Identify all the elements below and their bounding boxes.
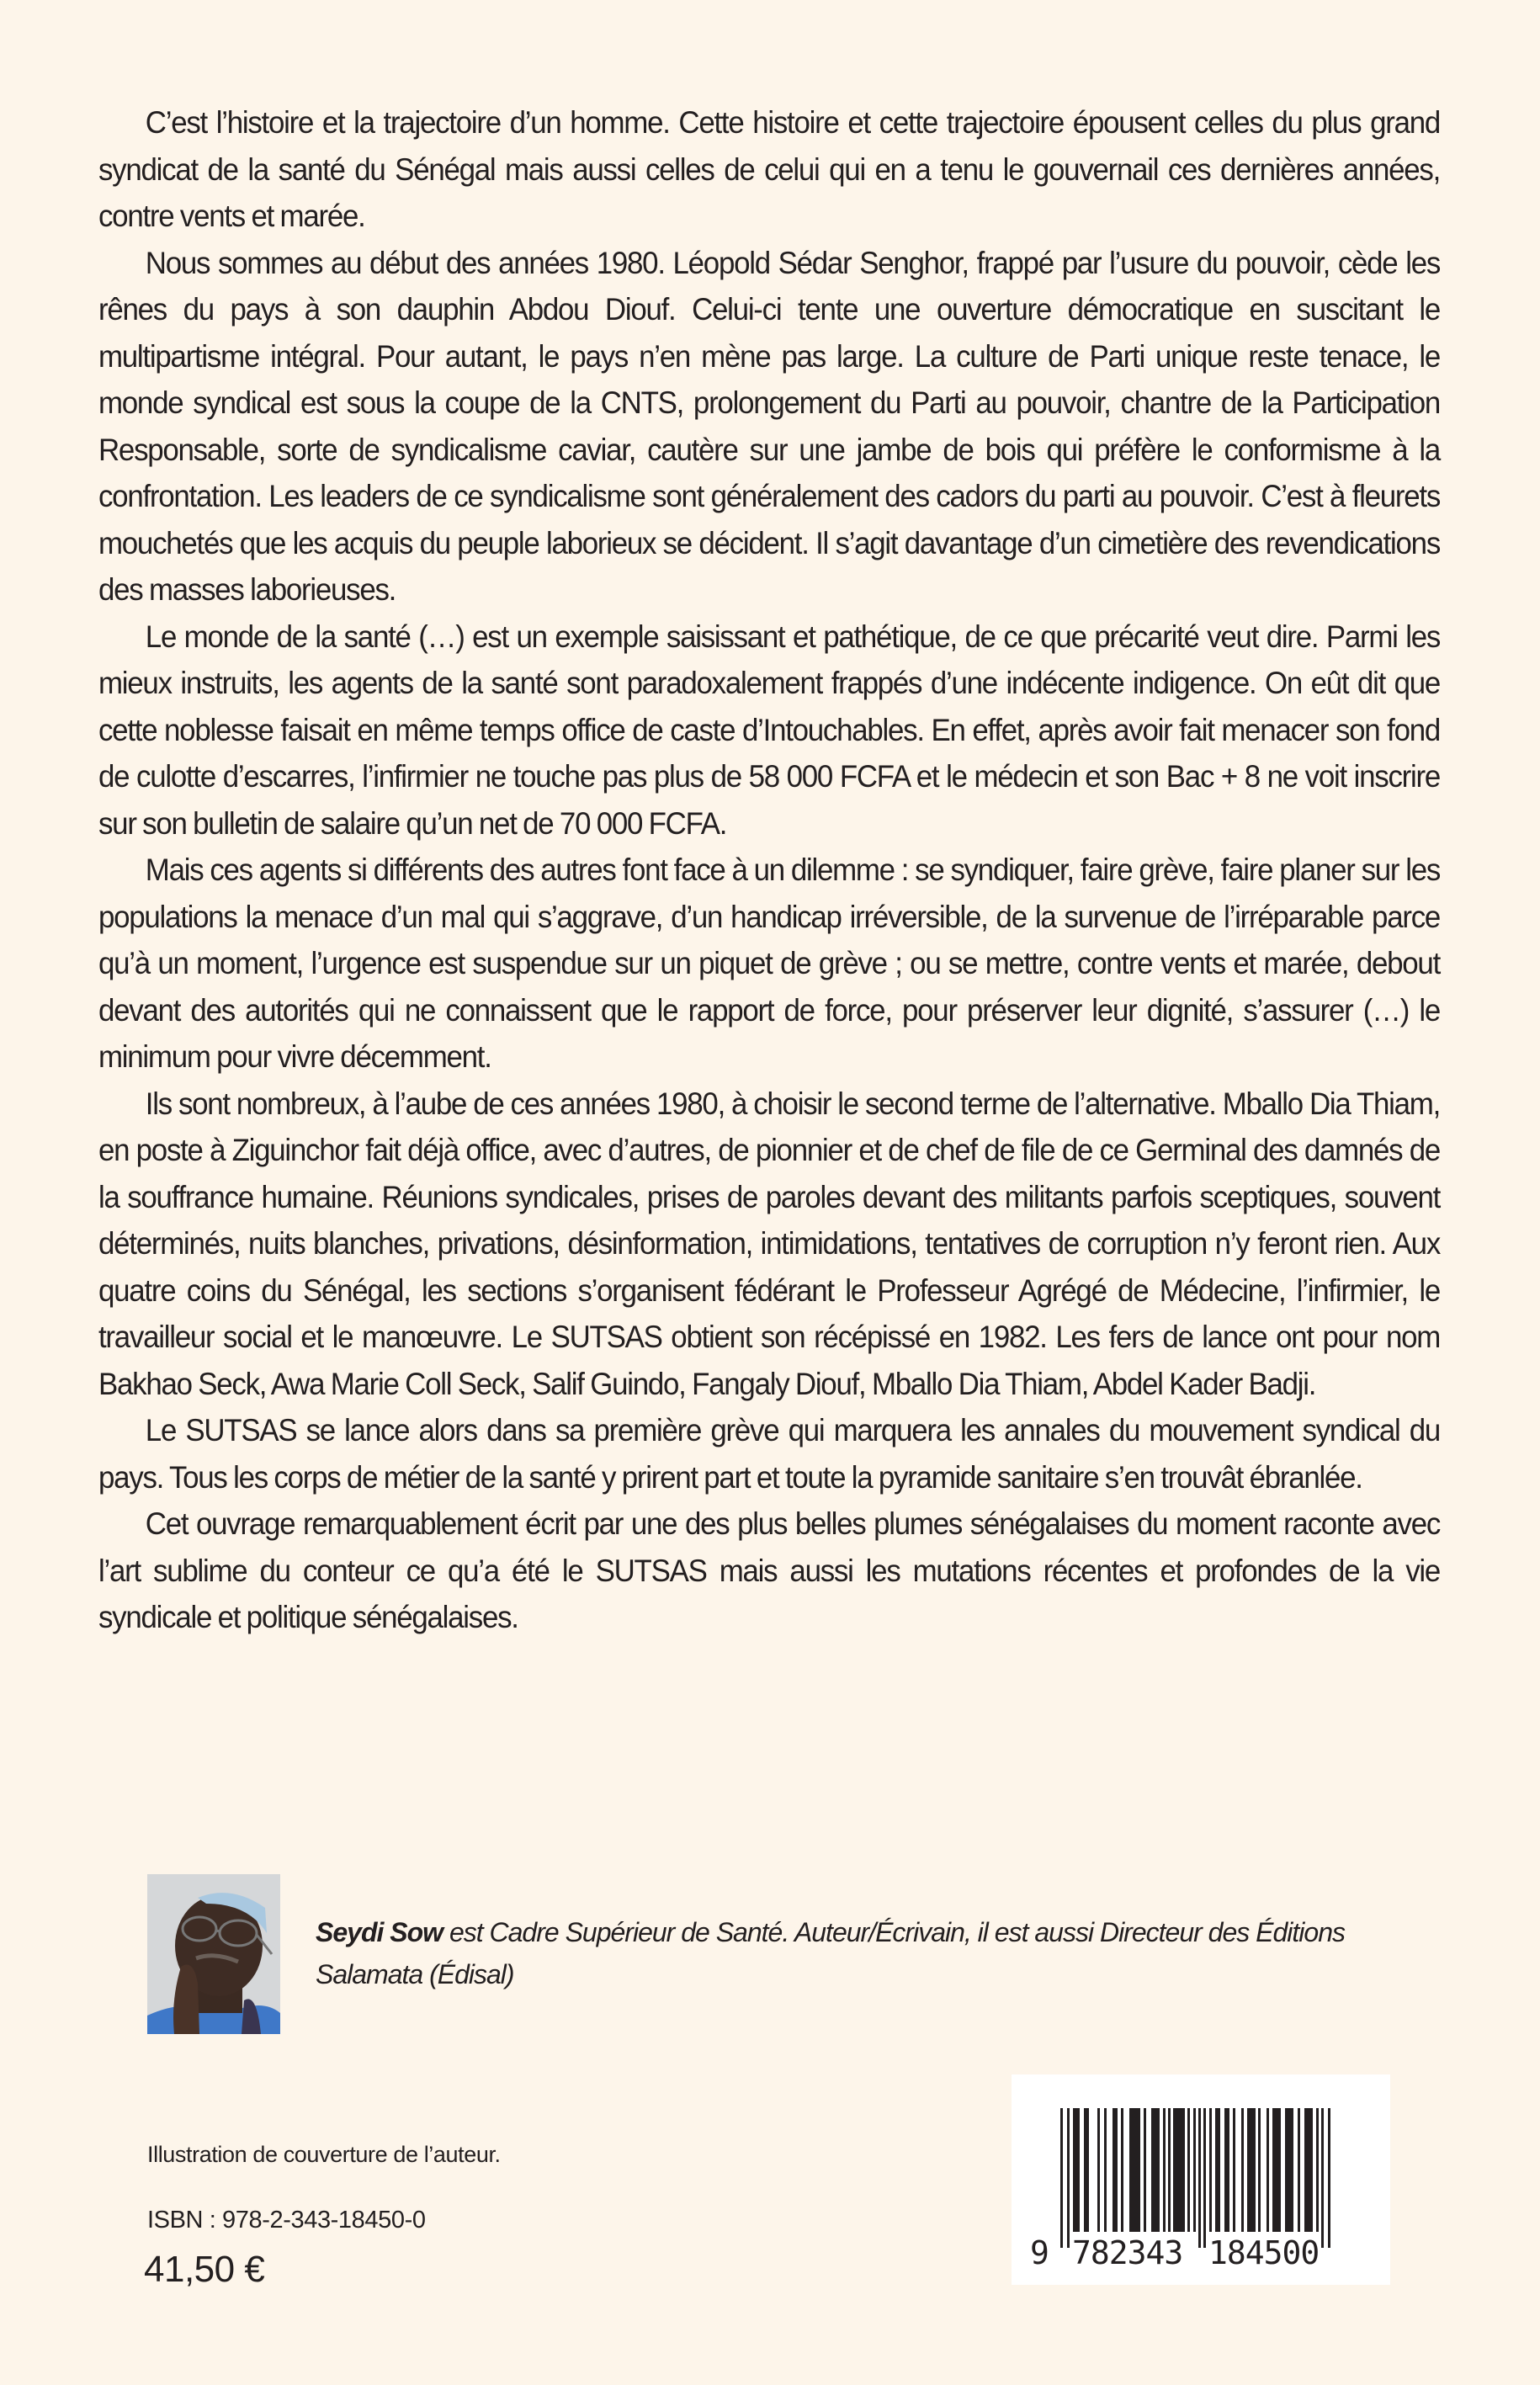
blurb-paragraph: Le SUTSAS se lance alors dans sa première grève qui marquera les annales du mouvement syndical du pays. Tous les corps de métier de la santé y prirent part et toute la pyramide sanitaire s’en trouvât ébranlée.	[98, 1412, 1441, 1495]
price: 41,50 €	[144, 2249, 265, 2290]
blurb-paragraph: C’est l’histoire et la trajectoire d’un homme. Cette histoire et cette trajectoire épousent celles du plus grand syndicat de la santé du Sénégal mais aussi celles de celui qui en a tenu le gouvernail ces dernières années, contre vents et marée.	[98, 104, 1441, 233]
cover-illustration-credit: Illustration de couverture de l’auteur.	[147, 2142, 501, 2167]
author-portrait-icon	[147, 1874, 280, 2034]
blurb-paragraph: Le monde de la santé (…) est un exemple saisissant et pathétique, de ce que précarité veut dire. Parmi les mieux instruits, les agents de la santé sont paradoxalement frappés d’une indécente indigence. On eût dit que cette noblesse faisait en même temps office de caste d’Intouchables. En effet, après avoir fait menacer son fond de culotte d’escarres, l’infirmier ne touche pas plus de 58 000 FCFA et le médecin et son Bac + 8 ne voit inscrire sur son bulletin de salaire qu’un net de 70 000 FCFA.	[98, 618, 1441, 841]
barcode-digit-first: 9	[1030, 2234, 1049, 2271]
blurb-paragraph: Nous sommes au début des années 1980. Léopold Sédar Senghor, frappé par l’usure du pouvoir, cède les rênes du pays à son dauphin Abdou Diouf. Celui-ci tente une ouverture démocratique en suscitant le multipartisme intégral. Pour autant, le pays n’en mène pas large. La culture de Parti unique reste tenace, le monde syndical est sous la coupe de la CNTS, prolongement du Parti au pouvoir, chantre de la Participation Responsable, sorte de syndicalisme caviar, cautère sur une jambe de bois qui préfère le conformisme à la confrontation. Les leaders de ce syndicalisme sont généralement des cadors du parti au pouvoir. C’est à fleurets mouchetés que les acquis du peuple laborieux se décident. Il s’agit davantage d’un cimetière des revendications des masses laborieuses.	[98, 244, 1441, 607]
author-bio	[316, 1911, 1443, 1995]
barcode-group-left: 782343	[1072, 2234, 1183, 2271]
isbn: ISBN : 978-2-343-18450-0	[147, 2207, 426, 2234]
author-photo	[147, 1874, 280, 2034]
barcode-group-right: 184500	[1208, 2234, 1320, 2271]
author-section	[147, 1874, 1443, 2034]
author-bio-text: est Cadre Supérieur de Santé. Auteur/Écrivain, il est aussi Directeur des Éditions Salamata (Édisal)	[316, 1917, 1345, 1989]
isbn-barcode	[1012, 2074, 1390, 2285]
author-name: Seydi Sow	[316, 1917, 443, 1947]
back-cover-blurb	[98, 99, 1440, 1641]
blurb-paragraph: Cet ouvrage remarquablement écrit par une des plus belles plumes sénégalaises du moment raconte avec l’art sublime du conteur ce qu’a été le SUTSAS mais aussi les mutations récentes et profondes de la vie syndicale et politique sénégalaises.	[98, 1506, 1441, 1634]
blurb-paragraph: Mais ces agents si différents des autres font face à un dilemme : se syndiquer, faire grève, faire planer sur les populations la menace d’un mal qui s’aggrave, d’un handicap irréversible, de la survenue de l’irréparable parce qu’à un moment, l’urgence est suspendue sur un piquet de grève ; ou se mettre, contre vents et marée, debout devant des autorités qui ne connaissent que le rapport de force, pour préserver leur dignité, s’assurer (…) le minimum pour vivre décemment.	[98, 852, 1441, 1074]
barcode-digits	[1012, 2074, 1390, 2285]
blurb-paragraph: Ils sont nombreux, à l’aube de ces années 1980, à choisir le second terme de l’alternative. Mballo Dia Thiam, en poste à Ziguinchor fait déjà office, avec d’autres, de pionnier et de chef de file de ce Germinal des damnés de la souffrance humaine. Réunions syndicales, prises de paroles devant des militants parfois sceptiques, souvent déterminés, nuits blanches, privations, désinformation, intimidations, tentatives de corruption n’y feront rien. Aux quatre coins du Sénégal, les sections s’organisent fédérant le Professeur Agrégé de Médecine, l’infirmier, le travailleur social et le manœuvre. Le SUTSAS obtient son récépissé en 1982. Les fers de lance ont pour nom Bakhao Seck, Awa Marie Coll Seck, Salif Guindo, Fangaly Diouf, Mballo Dia Thiam, Abdel Kader Badji.	[98, 1085, 1441, 1401]
